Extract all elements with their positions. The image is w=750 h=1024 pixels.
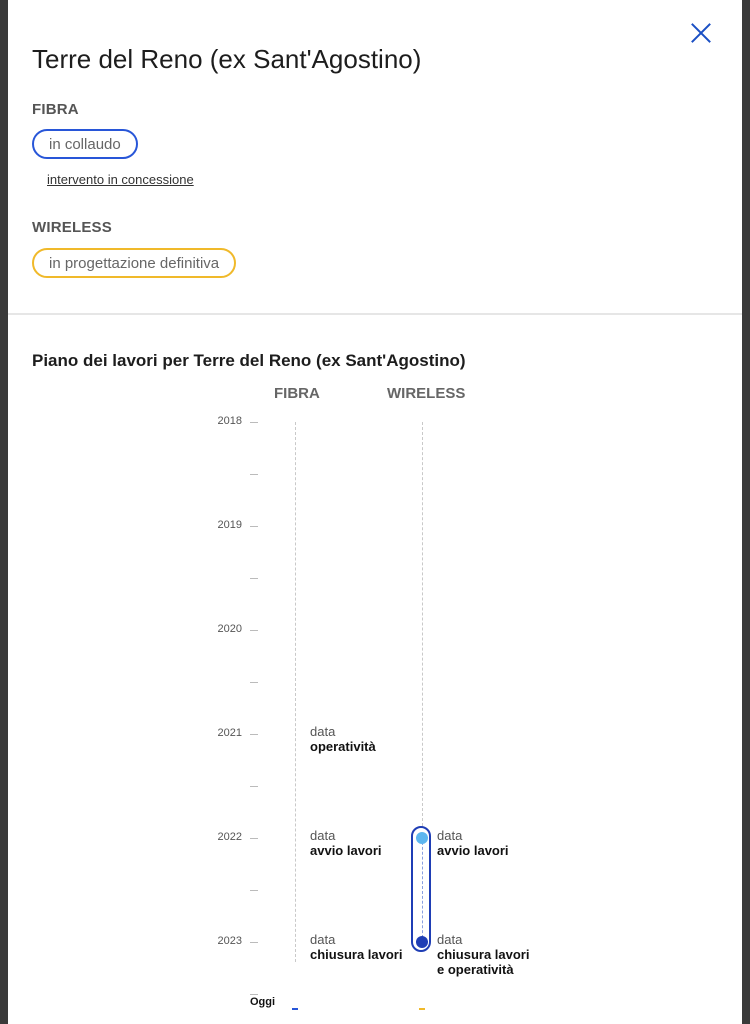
year-label: 2019 — [217, 519, 242, 531]
fibra-milestone-operativita — [310, 724, 376, 754]
milestone-caption: data — [310, 724, 336, 739]
year-tick — [250, 526, 258, 527]
wireless-status-badge: in progettazione definitiva — [32, 248, 236, 278]
half-year-tick — [250, 994, 258, 995]
year-label: 2018 — [217, 415, 242, 427]
fibra-status-badge: in collaudo — [32, 129, 138, 159]
wireless-start-dot — [416, 832, 428, 844]
half-year-tick — [250, 474, 258, 475]
fibra-milestone-avvio — [310, 828, 382, 858]
milestone-caption: data — [437, 932, 463, 947]
year-tick — [250, 422, 258, 423]
milestone-caption: data — [310, 828, 336, 843]
half-year-tick — [250, 786, 258, 787]
timeline-column-wireless: WIRELESS — [387, 385, 466, 402]
year-tick — [250, 942, 258, 943]
milestone-caption: data — [437, 828, 463, 843]
year-tick — [250, 734, 258, 735]
fibra-today-marker — [292, 1008, 298, 1010]
plan-title: Piano dei lavori per Terre del Reno (ex Sant'Agostino) — [32, 351, 466, 370]
year-tick — [250, 838, 258, 839]
milestone-caption: data — [310, 932, 336, 947]
milestone-label: chiusura lavori — [437, 947, 530, 962]
detail-modal — [8, 0, 742, 1024]
milestone-label: chiusura lavori — [310, 947, 403, 962]
year-label: 2023 — [217, 935, 242, 947]
section-divider — [8, 313, 742, 315]
wireless-end-dot — [416, 936, 428, 948]
fibra-section-label: FIBRA — [32, 101, 79, 118]
year-label: 2022 — [217, 831, 242, 843]
wireless-milestone-avvio — [437, 828, 509, 858]
wireless-work-range — [411, 826, 431, 952]
wireless-section-label: WIRELESS — [32, 219, 112, 236]
milestone-label: operatività — [310, 739, 376, 754]
wireless-range-line — [422, 842, 423, 938]
concession-link[interactable]: intervento in concessione — [47, 172, 194, 187]
fibra-milestone-chiusura — [310, 932, 402, 962]
wireless-today-marker — [419, 1008, 425, 1010]
half-year-tick — [250, 578, 258, 579]
year-tick — [250, 630, 258, 631]
year-label: 2020 — [217, 623, 242, 635]
wireless-milestone-chiusura — [437, 932, 529, 977]
half-year-tick — [250, 682, 258, 683]
wireless-timeline-line — [422, 422, 423, 826]
milestone-label: avvio lavori — [437, 843, 509, 858]
milestone-label: avvio lavori — [310, 843, 382, 858]
year-label: 2021 — [217, 727, 242, 739]
today-label: Oggi — [250, 996, 276, 1008]
half-year-tick — [250, 890, 258, 891]
fibra-timeline-line — [295, 422, 296, 962]
timeline-column-fibra: FIBRA — [274, 385, 320, 402]
page-title: Terre del Reno (ex Sant'Agostino) — [32, 44, 422, 74]
milestone-label-extra: e operatività — [437, 962, 514, 977]
close-icon[interactable] — [688, 20, 714, 46]
